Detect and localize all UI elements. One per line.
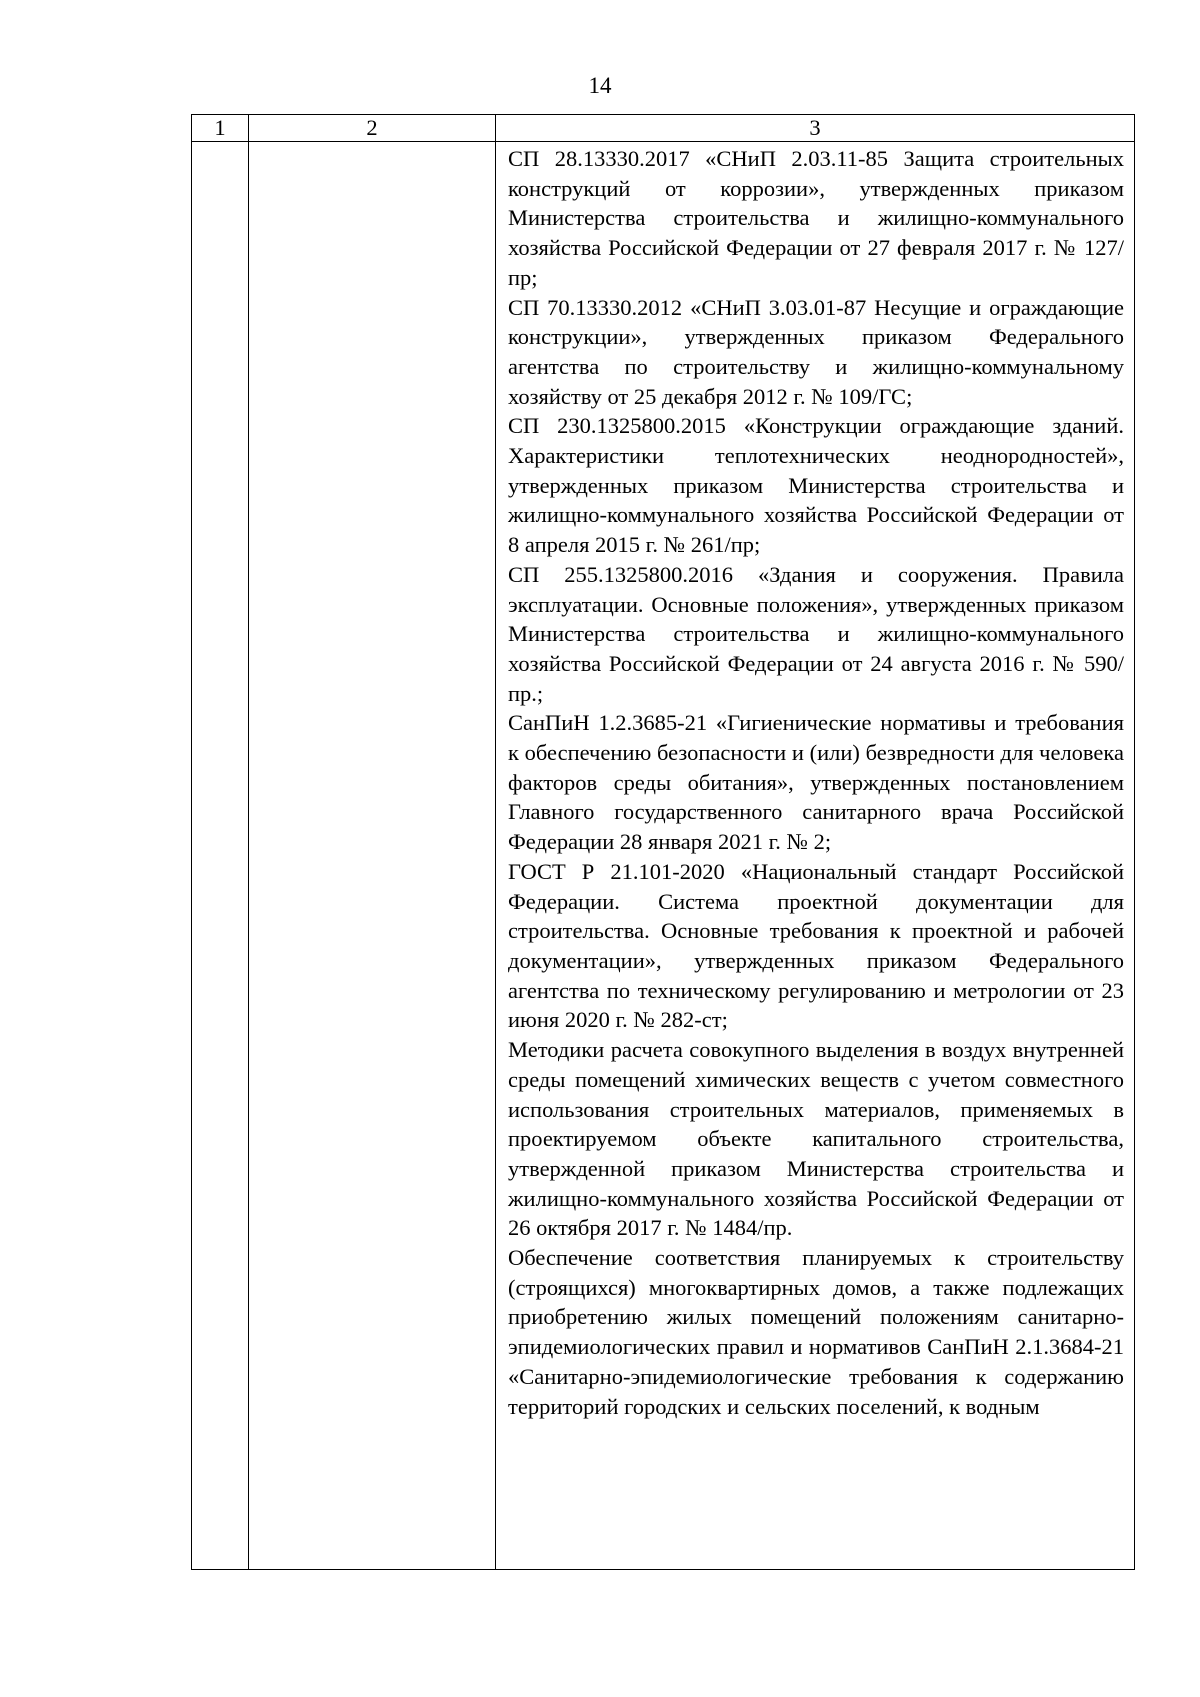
paragraph-sanpin-1-2: СанПиН 1.2.3685-21 «Гигиенические нормативы и требования к обеспечению безопасности и (или) безвредности для человека факторов среды обитания», утвержденных постановлением Главного государственного санитарного врача Российской Федерации 28 января 2021 г. № 2; xyxy=(508,710,1124,855)
requirements-table xyxy=(191,114,1135,1570)
table-row xyxy=(192,142,1135,1570)
table-header-row xyxy=(192,115,1135,142)
cell-col-3 xyxy=(496,142,1135,1570)
paragraph-sp-255: СП 255.1325800.2016 «Здания и сооружения. Правила эксплуатации. Основные положения», утвержденных приказом Министерства строительства и жилищно-коммунального хозяйства Российской Федерации от 24 августа 2016 г. № 590/пр.; xyxy=(508,561,1124,706)
column-header-3: 3 xyxy=(496,115,1135,142)
paragraph-sp-230: СП 230.1325800.2015 «Конструкции ограждающие зданий. Характеристики теплотехнических неоднородностей», утвержденных приказом Министерства строительства и жилищно-коммунального хозяйства Российской Федерации от 8 апреля 2015 г. № 261/пр; xyxy=(508,413,1124,558)
page-number: 14 xyxy=(588,73,612,98)
paragraph-compliance: Обеспечение соответствия планируемых к строительству (строящихся) многоквартирных домов, а также подлежащих приобретению жилых помещений положениям санитарно-эпидемиологических правил и нормативов СанПиН 2.1.3684-21 «Санитарно-эпидемиологические требования к содержанию территорий городских и сельских поселений, к водным xyxy=(508,1245,1124,1419)
paragraph-gost-r-21-101: ГОСТ Р 21.101-2020 «Национальный стандарт Российской Федерации. Система проектной документации для строительства. Основные требования к проектной и рабочей документации», утвержденных приказом Федерального агентства по техническому регулированию и метрологии от 23 июня 2020 г. № 282-ст; xyxy=(508,858,1124,1033)
cell-col-2 xyxy=(249,142,496,1570)
column-header-2: 2 xyxy=(249,115,496,142)
paragraph-sp-70: СП 70.13330.2012 «СНиП 3.03.01-87 Несущие и ограждающие конструкции», утвержденных приказом Федерального агентства по строительству и жилищно-коммунальному хозяйству от 25 декабря 2012 г. № 109/ГС; xyxy=(508,294,1124,409)
column-header-1: 1 xyxy=(192,115,249,142)
paragraph-methodology: Методики расчета совокупного выделения в воздух внутренней среды помещений химических веществ с учетом совместного использования строительных материалов, применяемых в проектируемом объекте капитального строительства, утвержденной приказом Министерства строительства и жилищно-коммунального хозяйства Российской Федерации от 26 октября 2017 г. № 1484/пр. xyxy=(508,1037,1124,1241)
cell-col-1 xyxy=(192,142,249,1570)
paragraph-sp-28: СП 28.13330.2017 «СНиП 2.03.11-85 Защита строительных конструкций от коррозии», утвержденных приказом Министерства строительства и жилищно-коммунального хозяйства Российской Федерации от 27 февраля 2017 г. № 127/пр; xyxy=(508,146,1124,290)
